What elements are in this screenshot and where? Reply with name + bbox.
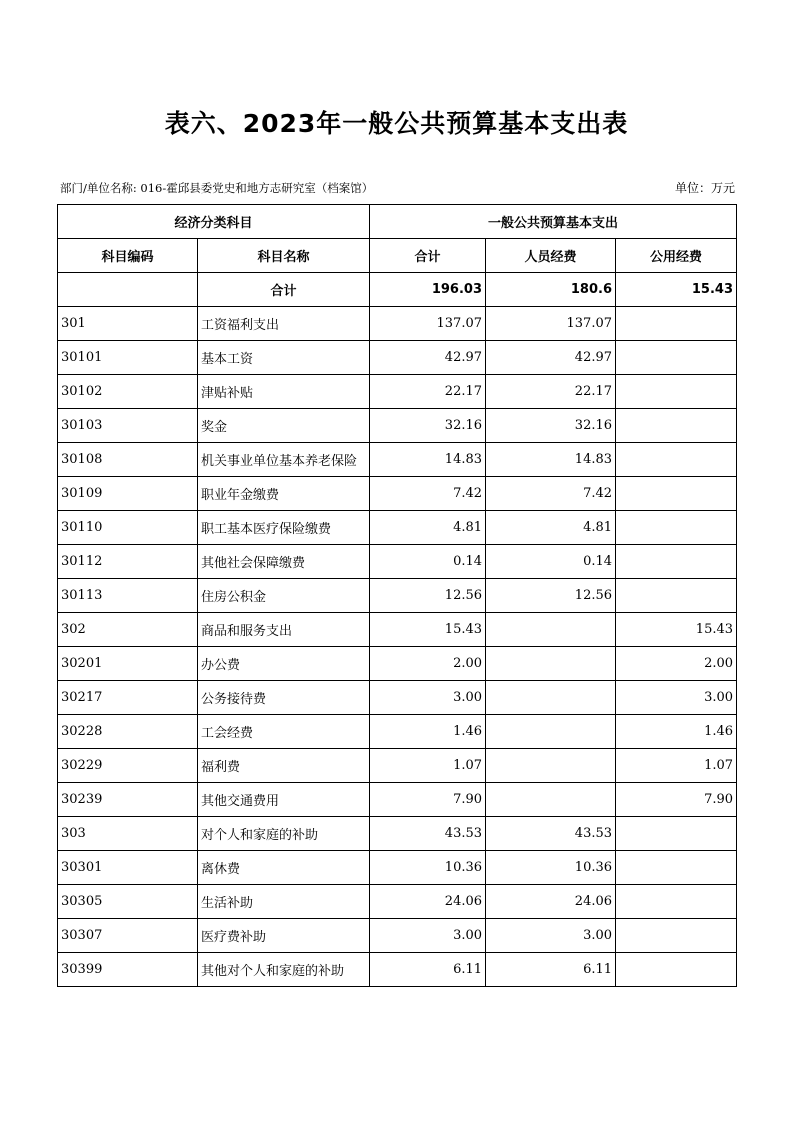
row-public xyxy=(616,545,737,579)
table-row xyxy=(58,749,737,783)
page-title: 表六、2023年一般公共预算基本支出表 xyxy=(164,109,629,138)
category-row xyxy=(58,307,737,341)
row-public xyxy=(616,341,737,375)
header-personnel: 人员经费 xyxy=(486,239,616,273)
row-code: 30201 xyxy=(58,647,198,681)
row-total: 0.14 xyxy=(370,545,486,579)
row-personnel: 6.11 xyxy=(486,953,616,987)
table-row xyxy=(58,375,737,409)
row-code: 30101 xyxy=(58,341,198,375)
header-classification: 经济分类科目 xyxy=(58,205,370,239)
table-row xyxy=(58,919,737,953)
row-total: 1.46 xyxy=(370,715,486,749)
row-code: 30110 xyxy=(58,511,198,545)
row-code: 301 xyxy=(58,307,198,341)
row-total: 3.00 xyxy=(370,919,486,953)
row-public xyxy=(616,919,737,953)
row-total: 12.56 xyxy=(370,579,486,613)
row-code: 302 xyxy=(58,613,198,647)
header-row-1 xyxy=(58,205,737,239)
row-public xyxy=(616,953,737,987)
header-name: 科目名称 xyxy=(198,239,370,273)
totals-row xyxy=(58,273,737,307)
row-public: 1.07 xyxy=(616,749,737,783)
row-personnel xyxy=(486,681,616,715)
row-total: 14.83 xyxy=(370,443,486,477)
row-public xyxy=(616,817,737,851)
row-code: 30102 xyxy=(58,375,198,409)
row-name: 住房公积金 xyxy=(198,579,370,613)
table-row xyxy=(58,715,737,749)
row-public: 15.43 xyxy=(616,613,737,647)
row-name: 机关事业单位基本养老保险 xyxy=(198,443,370,477)
row-code: 30112 xyxy=(58,545,198,579)
row-name: 离休费 xyxy=(198,851,370,885)
table-row xyxy=(58,579,737,613)
row-name: 基本工资 xyxy=(198,341,370,375)
table-row xyxy=(58,681,737,715)
row-personnel: 10.36 xyxy=(486,851,616,885)
row-personnel xyxy=(486,749,616,783)
row-personnel xyxy=(486,715,616,749)
header-code: 科目编码 xyxy=(58,239,198,273)
row-public xyxy=(616,375,737,409)
row-code: 30109 xyxy=(58,477,198,511)
row-code: 30399 xyxy=(58,953,198,987)
row-total: 1.07 xyxy=(370,749,486,783)
row-personnel: 24.06 xyxy=(486,885,616,919)
row-public xyxy=(616,885,737,919)
row-name: 商品和服务支出 xyxy=(198,613,370,647)
row-total: 7.90 xyxy=(370,783,486,817)
row-public xyxy=(616,477,737,511)
table-body xyxy=(58,205,737,987)
row-name: 其他社会保障缴费 xyxy=(198,545,370,579)
row-personnel xyxy=(486,647,616,681)
header-row-2 xyxy=(58,239,737,273)
row-public xyxy=(616,851,737,885)
table-row xyxy=(58,545,737,579)
row-total: 6.11 xyxy=(370,953,486,987)
row-total: 4.81 xyxy=(370,511,486,545)
row-total: 43.53 xyxy=(370,817,486,851)
department-label: 部门/单位名称: 016-霍邱县委党史和地方志研究室（档案馆） xyxy=(60,181,374,195)
table-row xyxy=(58,511,737,545)
row-name: 医疗费补助 xyxy=(198,919,370,953)
row-personnel: 22.17 xyxy=(486,375,616,409)
row-name: 工会经费 xyxy=(198,715,370,749)
row-public xyxy=(616,511,737,545)
row-personnel xyxy=(486,613,616,647)
row-total: 42.97 xyxy=(370,341,486,375)
row-code: 303 xyxy=(58,817,198,851)
row-public: 1.46 xyxy=(616,715,737,749)
row-total: 7.42 xyxy=(370,477,486,511)
row-total: 22.17 xyxy=(370,375,486,409)
row-name: 其他对个人和家庭的补助 xyxy=(198,953,370,987)
row-name: 生活补助 xyxy=(198,885,370,919)
row-personnel: 4.81 xyxy=(486,511,616,545)
row-total: 10.36 xyxy=(370,851,486,885)
row-name: 办公费 xyxy=(198,647,370,681)
row-personnel: 42.97 xyxy=(486,341,616,375)
row-public xyxy=(616,409,737,443)
row-total: 2.00 xyxy=(370,647,486,681)
row-code: 30113 xyxy=(58,579,198,613)
totals-label: 合计 xyxy=(198,273,370,307)
row-name: 其他交通费用 xyxy=(198,783,370,817)
row-name: 对个人和家庭的补助 xyxy=(198,817,370,851)
row-personnel xyxy=(486,783,616,817)
totals-public: 15.43 xyxy=(616,273,737,307)
table-row xyxy=(58,477,737,511)
row-personnel: 14.83 xyxy=(486,443,616,477)
row-personnel: 0.14 xyxy=(486,545,616,579)
row-code: 30108 xyxy=(58,443,198,477)
row-name: 工资福利支出 xyxy=(198,307,370,341)
totals-code-cell xyxy=(58,273,198,307)
row-total: 137.07 xyxy=(370,307,486,341)
row-personnel: 7.42 xyxy=(486,477,616,511)
table-row xyxy=(58,647,737,681)
row-code: 30239 xyxy=(58,783,198,817)
row-personnel: 43.53 xyxy=(486,817,616,851)
table-row xyxy=(58,885,737,919)
row-code: 30229 xyxy=(58,749,198,783)
row-code: 30305 xyxy=(58,885,198,919)
table-row xyxy=(58,953,737,987)
row-name: 奖金 xyxy=(198,409,370,443)
table-row xyxy=(58,409,737,443)
row-public xyxy=(616,579,737,613)
row-name: 职工基本医疗保险缴费 xyxy=(198,511,370,545)
row-code: 30228 xyxy=(58,715,198,749)
row-code: 30301 xyxy=(58,851,198,885)
header-public: 公用经费 xyxy=(616,239,737,273)
row-name: 福利费 xyxy=(198,749,370,783)
row-public: 7.90 xyxy=(616,783,737,817)
row-personnel: 32.16 xyxy=(486,409,616,443)
row-personnel: 137.07 xyxy=(486,307,616,341)
row-code: 30103 xyxy=(58,409,198,443)
row-code: 30307 xyxy=(58,919,198,953)
row-public: 2.00 xyxy=(616,647,737,681)
table-row xyxy=(58,443,737,477)
row-personnel: 3.00 xyxy=(486,919,616,953)
row-name: 公务接待费 xyxy=(198,681,370,715)
category-row xyxy=(58,817,737,851)
totals-personnel: 180.6 xyxy=(486,273,616,307)
header-budget: 一般公共预算基本支出 xyxy=(370,205,737,239)
header-total: 合计 xyxy=(370,239,486,273)
unit-label: 单位：万元 xyxy=(674,181,735,195)
row-public xyxy=(616,443,737,477)
table-row xyxy=(58,851,737,885)
totals-total: 196.03 xyxy=(370,273,486,307)
row-public xyxy=(616,307,737,341)
row-public: 3.00 xyxy=(616,681,737,715)
row-total: 24.06 xyxy=(370,885,486,919)
table-row xyxy=(58,783,737,817)
row-name: 职业年金缴费 xyxy=(198,477,370,511)
row-total: 32.16 xyxy=(370,409,486,443)
row-personnel: 12.56 xyxy=(486,579,616,613)
row-code: 30217 xyxy=(58,681,198,715)
budget-table xyxy=(57,204,737,987)
row-name: 津贴补贴 xyxy=(198,375,370,409)
category-row xyxy=(58,613,737,647)
row-total: 15.43 xyxy=(370,613,486,647)
row-total: 3.00 xyxy=(370,681,486,715)
table-row xyxy=(58,341,737,375)
